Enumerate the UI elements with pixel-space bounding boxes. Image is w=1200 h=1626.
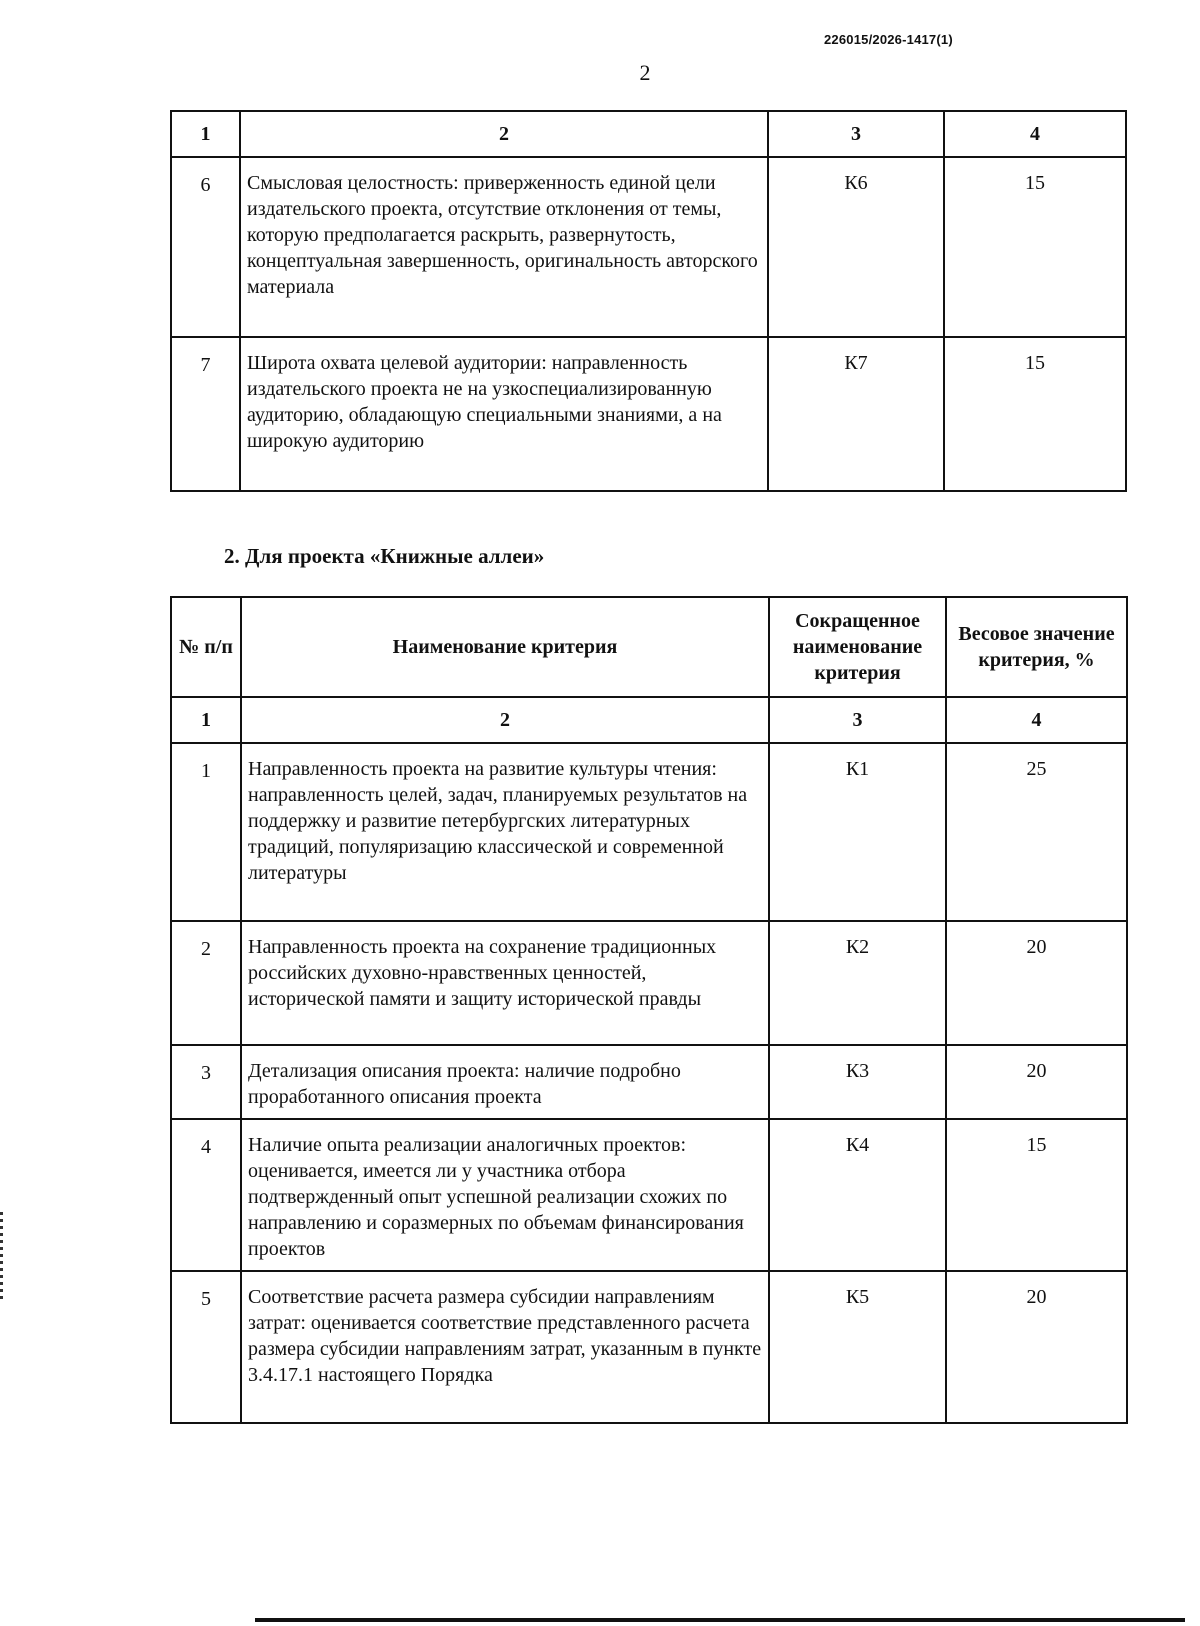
column-number: 2	[241, 697, 769, 743]
row-number: 2	[171, 921, 241, 1045]
page-number: 2	[639, 60, 651, 85]
header-short-name: Сокращенное наименование критерия	[769, 597, 946, 697]
table-row	[171, 1271, 1127, 1423]
criterion-code: К3	[769, 1045, 946, 1119]
criterion-name: Соответствие расчета размера субсидии направлениям затрат: оценивается соответствие представленного расчета размера субсидии направлениям затрат, указанным в пункте 3.4.17.1 настоящего Порядка	[241, 1271, 769, 1423]
table-row	[171, 1119, 1127, 1271]
criterion-code: К6	[768, 157, 944, 337]
section-heading: 2. Для проекта «Книжные аллеи»	[224, 544, 545, 568]
criteria-table-continued	[170, 110, 1127, 492]
row-number: 6	[171, 157, 240, 337]
row-number: 7	[171, 337, 240, 491]
document-number: 226015/2026-1417(1)	[824, 32, 953, 47]
criterion-weight: 25	[946, 743, 1127, 921]
scan-edge-mark	[0, 1212, 3, 1302]
criterion-name: Детализация описания проекта: наличие подробно проработанного описания проекта	[241, 1045, 769, 1119]
column-number: 3	[768, 111, 944, 157]
criterion-name: Наличие опыта реализации аналогичных проектов: оценивается, имеется ли у участника отбора подтвержденный опыт успешной реализации схожих по направлению и соразмерных по объемам финансирования проектов	[241, 1119, 769, 1271]
criteria-table-book-alleys	[170, 596, 1128, 1424]
criterion-name: Направленность проекта на сохранение традиционных российских духовно-нравственных ценностей, исторической памяти и защиту исторической правды	[241, 921, 769, 1045]
table-row	[171, 1045, 1127, 1119]
criterion-weight: 20	[946, 1045, 1127, 1119]
criterion-weight: 15	[944, 337, 1126, 491]
criterion-code: К1	[769, 743, 946, 921]
header-number: № п/п	[171, 597, 241, 697]
row-number: 4	[171, 1119, 241, 1271]
column-number: 4	[944, 111, 1126, 157]
header-row	[171, 597, 1127, 697]
row-number: 5	[171, 1271, 241, 1423]
criterion-name: Смысловая целостность: приверженность единой цели издательского проекта, отсутствие отклонения от темы, которую предполагается раскрыть, развернутость, концептуальная завершенность, оригинальность авторского материала	[240, 157, 768, 337]
criterion-name: Направленность проекта на развитие культуры чтения: направленность целей, задач, планируемых результатов на поддержку и развитие петербургских литературных традиций, популяризацию классической и современной литературы	[241, 743, 769, 921]
row-number: 3	[171, 1045, 241, 1119]
criterion-weight: 20	[946, 1271, 1127, 1423]
row-number: 1	[171, 743, 241, 921]
criterion-weight: 15	[946, 1119, 1127, 1271]
table-row	[171, 337, 1126, 491]
criterion-name: Широта охвата целевой аудитории: направленность издательского проекта не на узкоспециализированную аудиторию, обладающую специальными знаниями, а на широкую аудиторию	[240, 337, 768, 491]
criterion-weight: 15	[944, 157, 1126, 337]
criterion-code: К4	[769, 1119, 946, 1271]
column-number: 4	[946, 697, 1127, 743]
table-row	[171, 157, 1126, 337]
column-number: 2	[240, 111, 768, 157]
table-row	[171, 921, 1127, 1045]
column-number-row	[171, 111, 1126, 157]
column-number: 1	[171, 697, 241, 743]
criterion-code: К2	[769, 921, 946, 1045]
table-row	[171, 743, 1127, 921]
header-criterion-name: Наименование критерия	[241, 597, 769, 697]
bottom-scan-edge	[255, 1618, 1185, 1622]
column-number-row	[171, 697, 1127, 743]
criterion-code: К7	[768, 337, 944, 491]
header-weight: Весовое значение критерия, %	[946, 597, 1127, 697]
column-number: 1	[171, 111, 240, 157]
criterion-weight: 20	[946, 921, 1127, 1045]
criterion-code: К5	[769, 1271, 946, 1423]
column-number: 3	[769, 697, 946, 743]
